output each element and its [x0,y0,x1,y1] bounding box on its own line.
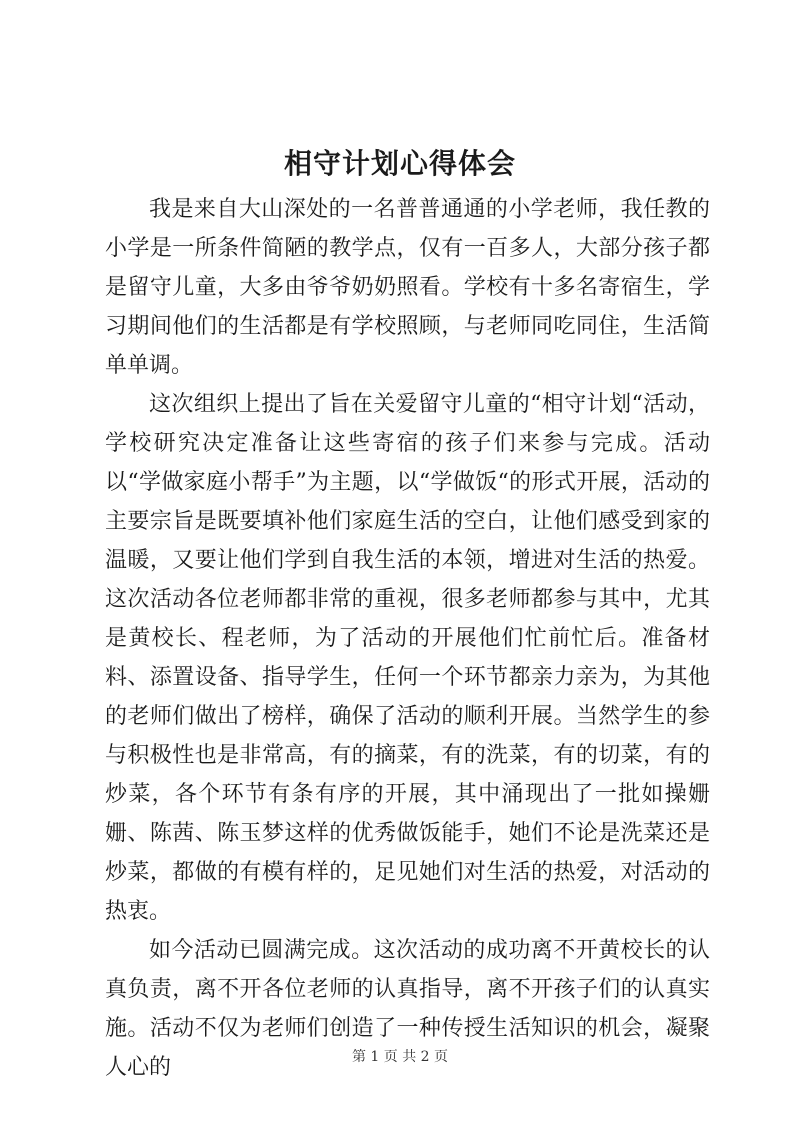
page-title: 相守计划心得体会 [283,147,516,180]
page-number-footer: 第 1 页 共 2 页 [351,1049,449,1065]
paragraph-3: 如今活动已圆满完成。这次活动的成功离不开黄校长的认真负责，离不开各位老师的认真指导，离不开孩子们的认真实施。活动不仅为老师们创造了一种传授生活知识的机会，凝聚人心的 [105,938,710,1080]
document-body [105,190,710,1087]
paragraph-1: 我是来自大山深处的一名普普通通的小学老师，我任教的小学是一所条件简陋的教学点，仅有一百多人，大部分孩子都是留守儿童，大多由爷爷奶奶照看。学校有十多名寄宿生，学习期间他们的生活都是有学校照顾，与老师同吃同住，生活简单单调。 [105,197,710,378]
paragraph-2: 这次组织上提出了旨在关爱留守儿童的“相守计划“活动，学校研究决定准备让这些寄宿的孩子们来参与完成。活动以“学做家庭小帮手”为主题，以“学做饭“的形式开展，活动的主要宗旨是既要填补他们家庭生活的空白，让他们感受到家的温暖，又要让他们学到自我生活的本领，增进对生活的热爱。这次活动各位老师都非常的重视，很多老师都参与其中，尤其是黄校长、程老师，为了活动的开展他们忙前忙后。准备材料、添置设备、指导学生，任何一个环节都亲力亲为，为其他的老师们做出了榜样，确保了活动的顺利开展。当然学生的参与积极性也是非常高，有的摘菜，有的洗菜，有的切菜，有的炒菜，各个环节有条有序的开展，其中涌现出了一批如操姗姗、陈茜、陈玉梦这样的优秀做饭能手，她们不论是洗菜还是炒菜，都做的有模有样的，足见她们对生活的热爱，对活动的热衷。 [105,392,710,924]
